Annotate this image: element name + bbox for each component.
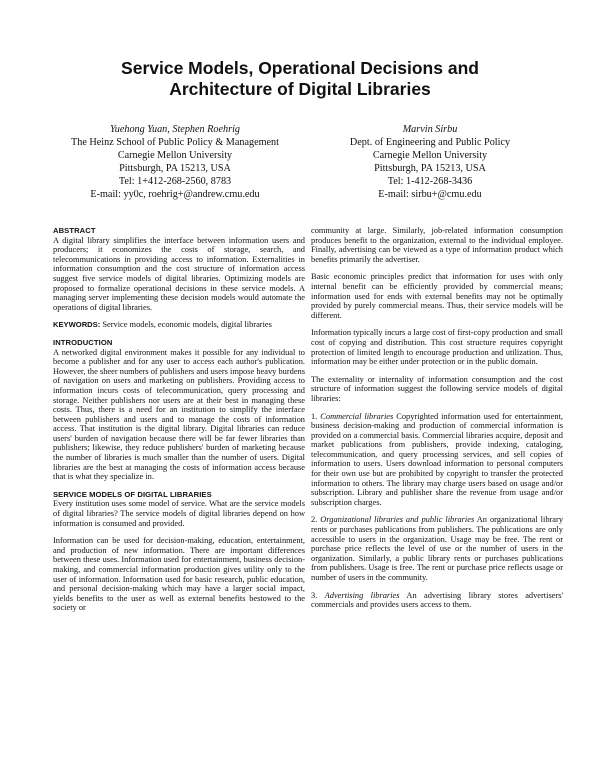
list-item-title: Advertising libraries	[324, 590, 400, 600]
author-email: E-mail: sirbu+@cmu.edu	[378, 189, 482, 200]
author-names: Yuehong Yuan, Stephen Roehrig	[110, 124, 240, 135]
introduction-text: A networked digital environment makes it possible for any individual to become a publisher and for any user to access each author's publication. However, the sheer numbers of publishers and users impose heavy burdens of navigation on users and marketing on publishers. Providing access to information incurs costs of telecommunication, query processing and storage. Neither publishers nor users are at their best in managing these costs. Thus, there is a need for an institution to simplify the interface between publishers and users and to manage the costs of information access. That institution is the digital library. Digital libraries can reduce users' burden of navigation because there will be far fewer libraries than publishers; likewise, they reduce publishers' burden of marketing because the number of libraries is much smaller than the number of users. Digital libraries are the best at managing the costs of information access because that is what they specialize in.	[53, 347, 305, 482]
author-affiliation: Dept. of Engineering and Public Policy	[349, 137, 511, 148]
service-models-heading: SERVICE MODELS OF DIGITAL LIBRARIES	[53, 489, 212, 499]
author-block-right	[300, 123, 560, 201]
list-item-organizational-libraries	[311, 515, 563, 582]
service-models-paragraph-2: Information can be used for decision-making, education, entertainment, and production of new information. There are important differences between these uses. Information used for entertainment, business decision-making, and commercial information production gives utility only to the user of information. Information used for basic research, public education, and personal decision-making which may have a larger social impact, yields benefits to the user as well as external benefits bestowed to the society or	[53, 536, 305, 613]
title-line-2: Architecture of Digital Libraries	[169, 79, 431, 99]
author-names: Marvin Sirbu	[402, 124, 458, 135]
list-item-title: Organizational libraries and public libraries	[320, 515, 475, 525]
author-phone: Tel: 1-412-268-3436	[387, 176, 473, 187]
list-item-commercial-libraries	[311, 412, 563, 508]
list-item-number: 3.	[311, 590, 325, 600]
list-item-number: 2.	[311, 515, 321, 525]
keywords-label: KEYWORDS:	[53, 320, 101, 330]
abstract-text: A digital library simplifies the interface between information users and producers; it economizes the costs of storage, search, and telecommunications in providing access to information. Externalities in information consumption and the cost structure of information access suggest five service models of digital libraries. Optimizing models are proposed to formalize operational decisions in these service models. A managing server implementing these decision models would automate the operations of digital libraries.	[53, 235, 305, 312]
paragraph-economic-principles: Basic economic principles predict that information for uses with only internal benefit can be efficiently provided by commercial means; information used for ends with external benefits may not be optimally provided by purely commercial means. Thus, their service models will be different.	[311, 272, 563, 320]
author-block-left	[45, 123, 305, 201]
author-email: E-mail: yy0c, roehrig+@andrew.cmu.edu	[90, 189, 260, 200]
list-item-text: Copyrighted information used for entertainment, business decision-making and production of commercial information is provided on a commercial basis. Commercial libraries acquire, deposit and market publications from publishers, provide indexing, cataloging, telecommunication, and query processing services, and sell copies of information to users. Users download information to personal computers for their own use but are prohibited by copyright to transfer the protected information to others. The library may charge users based on usage and/or subscription. Library and publisher share the revenue from usage and/or subscription charges.	[311, 411, 563, 507]
paragraph-cost-structure: Information typically incurs a large cost of first-copy production and small cost of copying and distribution. This cost structure requires copyright protection of limited length to encourage production and utilization. Thus, information may be either under protection or in the public domain.	[311, 328, 563, 367]
author-address: Pittsburgh, PA 15213, USA	[374, 163, 486, 174]
list-item-title: Commercial libraries	[320, 411, 394, 421]
keywords-text: Service models, economic models, digital libraries	[100, 320, 272, 330]
keywords	[53, 320, 305, 330]
list-item-advertising-libraries	[311, 591, 563, 610]
list-item-text: An organizational library rents or purchases publications from publishers. The publications are only accessible to users in the organization. Usage may be free. The rent or purchase price reflects the level of use or the number of users in the organization. Similarly, a public library rents or purchases publications from publishers. Usage is free. The rent or purchase price reflects usage or number of users in the community.	[311, 515, 563, 582]
author-affiliation: The Heinz School of Public Policy & Management	[71, 137, 279, 148]
paragraph-community: community at large. Similarly, job-related information consumption produces benefit to the organization, external to the individual employee. Finally, advertising can be viewed as a type of information product which benefits primarily the advertiser.	[311, 226, 563, 264]
list-item-number: 1.	[311, 411, 321, 421]
introduction-heading: INTRODUCTION	[53, 337, 113, 347]
title-line-1: Service Models, Operational Decisions and	[121, 58, 479, 78]
paragraph-service-models-intro: The externality or internality of information consumption and the cost structure of information suggest the following service models of digital libraries:	[311, 374, 563, 403]
abstract-heading: ABSTRACT	[53, 226, 96, 235]
author-phone: Tel: 1+412-268-2560, 8783	[118, 176, 232, 187]
list-item-text: An advertising library stores advertisers' commercials and provides users access to them.	[311, 590, 563, 610]
left-column	[53, 226, 305, 621]
author-university: Carnegie Mellon University	[372, 150, 488, 161]
author-university: Carnegie Mellon University	[117, 150, 233, 161]
right-column	[311, 226, 563, 618]
service-models-paragraph-1: Every institution uses some model of service. What are the service models of digital libraries? The service models of digital libraries depend on how information is consumed and provided.	[53, 499, 305, 528]
paper-title	[60, 58, 540, 100]
author-address: Pittsburgh, PA 15213, USA	[119, 163, 231, 174]
